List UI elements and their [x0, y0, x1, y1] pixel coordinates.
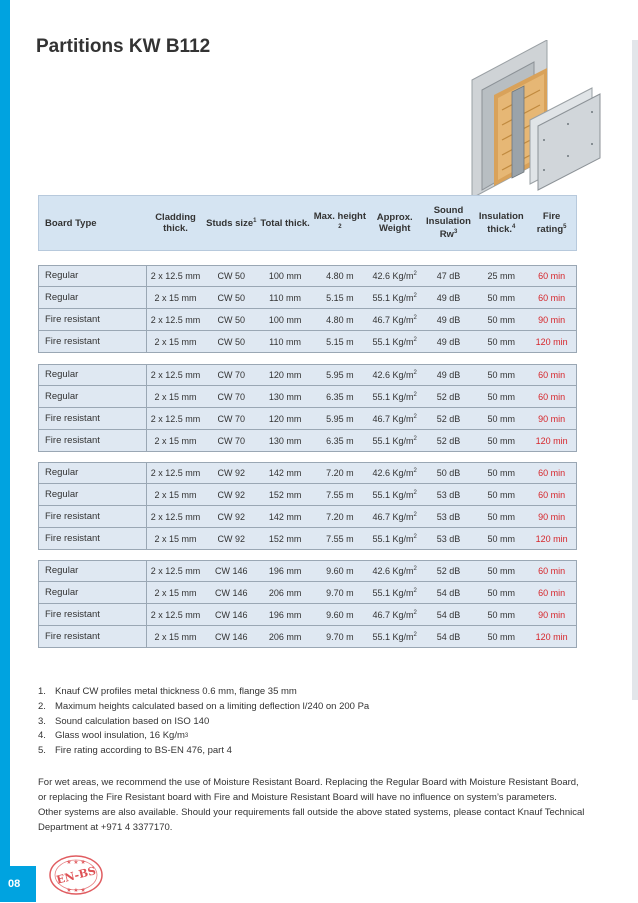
board-type-cell: Regular: [39, 265, 147, 287]
total-cell: 110 mm: [269, 292, 302, 303]
height-cell: 6.35 m: [326, 435, 354, 446]
header-height: Max. height $^2$: [313, 210, 367, 230]
cladding-cell: 2 x 12.5 mm: [150, 370, 201, 380]
sound-cell: 52 dB: [436, 413, 461, 424]
total-cell: 142 mm: [268, 511, 302, 522]
table-group: [38, 462, 577, 550]
fire-rating-cell: 60 min: [538, 370, 566, 380]
cladding-cell: 2 x 15 mm: [154, 435, 197, 446]
board-type-cell: Regular: [39, 560, 147, 582]
header-board-type: Board Type: [45, 217, 97, 229]
cladding-cell: 2 x 12.5 mm: [150, 511, 201, 522]
fire-rating-cell: 60 min: [538, 566, 566, 576]
fire-rating-cell: 60 min: [538, 271, 566, 281]
sound-cell: 52 dB: [436, 566, 461, 576]
studs-cell: CW 146: [215, 566, 248, 576]
table-row: [38, 560, 577, 582]
paragraph-line: or replacing the Fire Resistant board with Fire and Moisture Resistant Board will have no influence on system’s parameters.: [38, 791, 557, 803]
sound-cell: 53 dB: [436, 511, 461, 522]
weight-cell: 55.1 $Kg/m^2$: [372, 631, 417, 642]
sound-cell: 54 dB: [436, 609, 461, 620]
weight-cell: 46.7 $Kg/m^2$: [372, 511, 417, 522]
sound-cell: 52 dB: [436, 391, 461, 402]
height-cell: 5.95 m: [326, 413, 354, 424]
header-insulation: Insulation thick.$^4$: [478, 210, 524, 236]
table-row: [38, 604, 577, 626]
insulation-cell: 50 mm: [487, 468, 516, 478]
sound-cell: 52 dB: [436, 435, 461, 446]
fire-rating-cell: 120 min: [535, 435, 568, 446]
studs-cell: CW 92: [217, 533, 246, 544]
table-row: [38, 331, 577, 353]
studs-cell: CW 50: [217, 292, 246, 303]
weight-cell: 55.1 $Kg/m^2$: [372, 336, 417, 347]
weight-cell: 55.1 $Kg/m^2$: [372, 489, 417, 500]
insulation-cell: 50 mm: [487, 336, 516, 347]
total-cell: 142 mm: [268, 468, 302, 478]
page-title: Partitions KW B112: [36, 36, 211, 57]
cladding-cell: 2 x 12.5 mm: [150, 566, 201, 576]
total-cell: 196 mm: [268, 609, 302, 620]
fire-rating-cell: 60 min: [538, 391, 566, 402]
board-type-cell: Regular: [39, 582, 147, 604]
insulation-cell: 50 mm: [487, 631, 516, 642]
studs-cell: CW 70: [217, 413, 246, 424]
table-row: [38, 386, 577, 408]
total-cell: 152 mm: [268, 533, 302, 544]
sound-cell: 53 dB: [436, 489, 461, 500]
weight-cell: 55.1 $Kg/m^2$: [372, 587, 417, 598]
insulation-cell: 50 mm: [487, 370, 516, 380]
weight-cell: 42.6 $Kg/m^2$: [372, 468, 417, 478]
studs-cell: CW 70: [217, 391, 246, 402]
table-row: [38, 484, 577, 506]
header-weight: Approx. Weight: [376, 212, 413, 234]
height-cell: 4.80 m: [326, 271, 354, 281]
height-cell: 4.80 m: [326, 314, 354, 325]
fire-rating-cell: 60 min: [538, 587, 566, 598]
fire-rating-cell: 60 min: [538, 292, 566, 303]
cladding-cell: 2 x 15 mm: [154, 587, 197, 598]
insulation-cell: 50 mm: [487, 511, 516, 522]
sound-cell: 54 dB: [436, 587, 461, 598]
table-row: [38, 462, 577, 484]
total-cell: 152 mm: [268, 489, 302, 500]
table-row: [38, 309, 577, 331]
cladding-cell: 2 x 15 mm: [154, 336, 197, 347]
sound-cell: 47 dB: [436, 271, 461, 281]
footnote-list: [38, 685, 598, 759]
sound-cell: 53 dB: [436, 533, 461, 544]
footnote-item: 4. Glass wool insulation, 16 Kg/m 3: [38, 730, 189, 742]
board-type-cell: Regular: [39, 364, 147, 386]
insulation-cell: 50 mm: [487, 435, 516, 446]
total-cell: 120 mm: [268, 370, 302, 380]
weight-cell: 55.1 $Kg/m^2$: [372, 533, 417, 544]
height-cell: 5.15 m: [326, 336, 354, 347]
sound-cell: 50 dB: [436, 468, 461, 478]
weight-cell: 55.1 $Kg/m^2$: [372, 292, 417, 303]
weight-cell: 42.6 $Kg/m^2$: [372, 271, 417, 281]
right-decor-strip: [632, 40, 638, 700]
fire-rating-cell: 120 min: [535, 533, 568, 544]
fire-rating-cell: 90 min: [538, 314, 566, 325]
total-cell: 100 mm: [268, 271, 302, 281]
height-cell: 9.60 m: [326, 566, 354, 576]
cladding-cell: 2 x 12.5 mm: [150, 314, 201, 325]
footnote-item: 1. Knauf CW profiles metal thickness 0.6 mm, flange 35 mm: [38, 686, 297, 697]
height-cell: 5.15 m: [326, 292, 354, 303]
total-cell: 196 mm: [268, 566, 302, 576]
fire-rating-cell: 60 min: [538, 468, 566, 478]
fire-rating-cell: 60 min: [538, 489, 566, 500]
studs-cell: CW 70: [217, 370, 246, 380]
paragraph-line: Other systems are also available. Should your requirements fall outside the above stated systems, please contact Knauf Technical: [38, 806, 585, 818]
table-row: [38, 506, 577, 528]
footnote-item: 2. Maximum heights calculated based on a limiting deflection l/240 on 200 Pa: [38, 700, 370, 712]
height-cell: 7.55 m: [326, 489, 354, 500]
insulation-cell: 50 mm: [487, 391, 516, 402]
height-cell: 7.55 m: [326, 533, 354, 544]
total-cell: 100 mm: [268, 314, 302, 325]
board-type-cell: Fire resistant: [39, 430, 147, 452]
footnotes: [38, 685, 598, 835]
page-number: 08: [8, 878, 21, 890]
total-cell: 120 mm: [268, 413, 302, 424]
total-cell: 130 mm: [268, 391, 302, 402]
sidebar-accent-bar: [0, 0, 10, 902]
cladding-cell: 2 x 12.5 mm: [150, 609, 201, 620]
table-group: [38, 560, 577, 648]
header-studs: Studs size$^1$: [206, 218, 257, 230]
studs-cell: CW 92: [217, 511, 246, 522]
board-type-cell: Fire resistant: [39, 506, 147, 528]
cladding-cell: 2 x 15 mm: [154, 631, 197, 642]
table-row: [38, 265, 577, 287]
board-type-cell: Fire resistant: [39, 604, 147, 626]
insulation-cell: 50 mm: [487, 314, 516, 325]
paragraph-line: For wet areas, we recommend the use of Moisture Resistant Board. Replacing the Regular Board with Moisture Resistant Board,: [38, 776, 579, 788]
table-row: [38, 626, 577, 648]
board-type-cell: Fire resistant: [39, 331, 147, 353]
weight-cell: 55.1 $Kg/m^2$: [372, 435, 417, 446]
header-total: Total thick.: [260, 217, 310, 229]
board-type-cell: Fire resistant: [39, 309, 147, 331]
studs-cell: CW 50: [217, 336, 246, 347]
cladding-cell: 2 x 15 mm: [154, 391, 197, 402]
sound-cell: 49 dB: [436, 370, 461, 380]
studs-cell: CW 146: [215, 631, 248, 642]
table-row: [38, 528, 577, 550]
board-type-cell: Fire resistant: [39, 626, 147, 648]
paragraph-line: Department at +971 4 3377170.: [38, 821, 173, 833]
insulation-cell: 50 mm: [487, 413, 516, 424]
header-cladding: Cladding thick.: [155, 212, 196, 234]
height-cell: 7.20 m: [326, 511, 354, 522]
total-cell: 130 mm: [268, 435, 302, 446]
studs-cell: CW 70: [217, 435, 246, 446]
studs-cell: CW 92: [217, 489, 246, 500]
footnote-item: 3. Sound calculation based on ISO 140: [38, 715, 210, 727]
cladding-cell: 2 x 12.5 mm: [150, 413, 201, 424]
insulation-cell: 50 mm: [487, 609, 516, 620]
board-type-cell: Regular: [39, 462, 147, 484]
studs-cell: CW 92: [217, 468, 246, 478]
board-type-cell: Fire resistant: [39, 408, 147, 430]
table-row: [38, 430, 577, 452]
sound-cell: 49 dB: [436, 314, 461, 325]
svg-text:★ ★ ★: ★ ★ ★: [66, 888, 86, 894]
weight-cell: 55.1 $Kg/m^2$: [372, 391, 417, 402]
insulation-cell: 50 mm: [487, 292, 516, 303]
board-type-cell: Regular: [39, 386, 147, 408]
height-cell: 5.95 m: [326, 370, 354, 380]
height-cell: 6.35 m: [326, 391, 354, 402]
board-type-cell: Regular: [39, 287, 147, 309]
partition-illustration: [452, 40, 602, 200]
insulation-cell: 25 mm: [487, 271, 516, 281]
cladding-cell: 2 x 12.5 mm: [150, 271, 201, 281]
weight-cell: 46.7 $Kg/m^2$: [372, 413, 417, 424]
height-cell: 9.70 m: [326, 587, 354, 598]
table-row: [38, 408, 577, 430]
cladding-cell: 2 x 15 mm: [154, 292, 197, 303]
sound-cell: 49 dB: [436, 336, 461, 347]
header-fire: Fire rating$^5$: [536, 210, 567, 236]
insulation-cell: 50 mm: [487, 489, 516, 500]
total-cell: 206 mm: [268, 587, 302, 598]
weight-cell: 42.6 $Kg/m^2$: [372, 566, 417, 576]
table-group: [38, 364, 577, 452]
cladding-cell: 2 x 12.5 mm: [150, 468, 201, 478]
fire-rating-cell: 90 min: [538, 413, 566, 424]
fire-rating-cell: 120 min: [535, 631, 568, 642]
weight-cell: 46.7 $Kg/m^2$: [372, 314, 417, 325]
studs-cell: CW 50: [217, 271, 246, 281]
cladding-cell: 2 x 15 mm: [154, 489, 197, 500]
en-bs-stamp: [46, 852, 106, 898]
studs-cell: CW 146: [215, 609, 248, 620]
studs-cell: CW 146: [215, 587, 248, 598]
board-type-cell: Fire resistant: [39, 528, 147, 550]
total-cell: 110 mm: [269, 336, 302, 347]
table-row: [38, 287, 577, 309]
table-row: [38, 364, 577, 386]
insulation-cell: 50 mm: [487, 587, 516, 598]
wet-areas-paragraph: [38, 775, 598, 835]
weight-cell: 46.7 $Kg/m^2$: [372, 609, 417, 620]
height-cell: 9.60 m: [326, 609, 354, 620]
header-sound: Sound Insulation Rw$^3$: [426, 205, 471, 241]
weight-cell: 42.6 $Kg/m^2$: [372, 370, 417, 380]
height-cell: 7.20 m: [326, 468, 354, 478]
table-group: [38, 265, 577, 353]
total-cell: 206 mm: [268, 631, 302, 642]
table-header: [38, 195, 577, 251]
sound-cell: 49 dB: [436, 292, 461, 303]
fire-rating-cell: 120 min: [535, 336, 568, 347]
table-row: [38, 582, 577, 604]
fire-rating-cell: 90 min: [538, 511, 566, 522]
studs-cell: CW 50: [217, 314, 246, 325]
sound-cell: 54 dB: [436, 631, 461, 642]
height-cell: 9.70 m: [326, 631, 354, 642]
footnote-item: 5. Fire rating according to BS-EN 476, part 4: [38, 745, 232, 757]
board-type-cell: Regular: [39, 484, 147, 506]
insulation-cell: 50 mm: [487, 566, 516, 576]
specs-table: [38, 195, 577, 642]
fire-rating-cell: 90 min: [538, 609, 566, 620]
insulation-cell: 50 mm: [487, 533, 516, 544]
svg-text:★ ★ ★: ★ ★ ★: [66, 860, 86, 866]
cladding-cell: 2 x 15 mm: [154, 533, 197, 544]
svg-text:EN-BS: EN-BS: [55, 864, 98, 887]
